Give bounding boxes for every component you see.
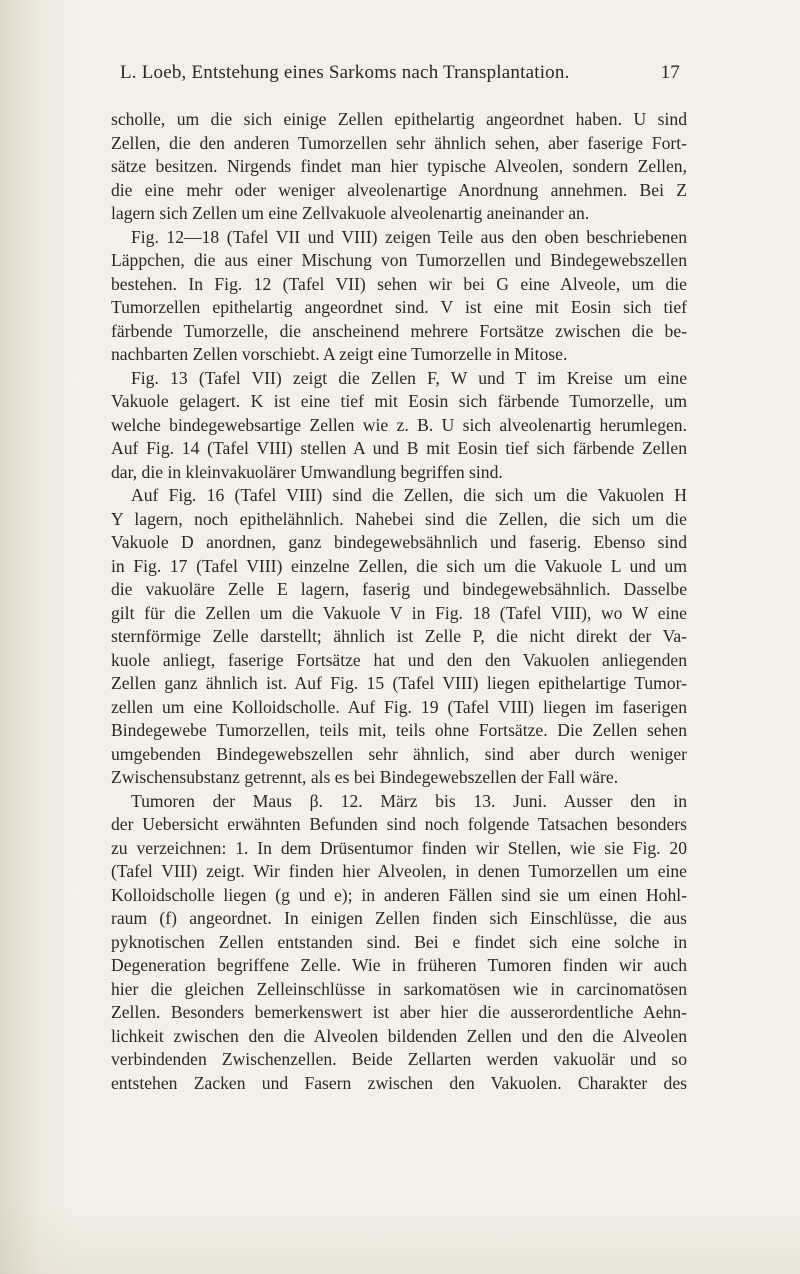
text-line: hier die gleichen Zelleinschlüsse in sarkomatösen wie in carcinomatösen (111, 978, 687, 999)
text-line: in Fig. 17 (Tafel VIII) einzelne Zellen, die sich um die Vakuole L und um (111, 555, 687, 576)
text-line: Bindegewebe Tumorzellen, teils mit, teils ohne Fortsätze. Die Zellen sehen (111, 720, 687, 740)
page-number: 17 (660, 62, 680, 83)
text-line: zellen um eine Kolloidscholle. Auf Fig. 19 (Tafel VIII) liegen im faserigen (111, 696, 687, 717)
text-line: Kolloidscholle liegen (g und e); in anderen Fällen sind sie um einen Hohl- (111, 884, 687, 905)
running-title: L. Loeb, Entstehung eines Sarkoms nach Transplantation. (120, 62, 570, 83)
text-line: dar, die in kleinvakuolärer Umwandlung begriffen sind. (111, 461, 503, 482)
text-line: Zwischensubstanz getrennt, als es bei Bindegewebszellen der Fall wäre. (111, 767, 619, 787)
text-line: Fig. 12—18 (Tafel VII und VIII) zeigen Teile aus den oben beschriebenen (131, 226, 687, 247)
text-line: die eine mehr oder weniger alveolenartige Anordnung annehmen. Bei Z (111, 179, 687, 200)
text-line: Degeneration begriffene Zelle. Wie in früheren Tumoren finden wir auch (111, 955, 687, 975)
text-line: Y lagern, noch epithelähnlich. Nahebei sind die Zellen, die sich um die (111, 508, 687, 529)
text-line: raum (f) angeordnet. In einigen Zellen finden sich Einschlüsse, die aus (111, 908, 687, 928)
text-line: Zellen, die den anderen Tumorzellen sehr ähnlich sehen, aber faserige Fort- (111, 132, 687, 153)
text-line: zu verzeichnen: 1. In dem Drüsentumor finden wir Stellen, wie sie Fig. 20 (111, 837, 687, 858)
text-line: die vakuoläre Zelle E lagern, faserig und bindegewebsähnlich. Dasselbe (111, 579, 687, 599)
text-line: gilt für die Zellen um die Vakuole V in Fig. 18 (Tafel VIII), wo W eine (111, 602, 687, 623)
running-header (120, 62, 680, 90)
text-line: Zellen ganz ähnlich ist. Auf Fig. 15 (Tafel VIII) liegen epithelartige Tumor- (111, 673, 687, 693)
text-line: kuole anliegt, faserige Fortsätze hat und den den Vakuolen anliegenden (111, 649, 687, 670)
text-line: der Uebersicht erwähnten Befunden sind noch folgende Tatsachen besonders (111, 814, 687, 834)
text-line: welche bindegewebsartige Zellen wie z. B. U sich alveolenartig herumlegen. (111, 414, 687, 435)
text-line: Tumoren der Maus β. 12. März bis 13. Juni. Ausser den in (131, 790, 687, 811)
text-line: scholle, um die sich einige Zellen epithelartig angeordnet haben. U sind (111, 109, 687, 129)
text-line: pyknotischen Zellen entstanden sind. Bei e findet sich eine solche in (111, 931, 687, 952)
text-line: färbende Tumorzelle, die anscheinend mehrere Fortsätze zwischen die be- (111, 320, 687, 341)
text-line: Fig. 13 (Tafel VII) zeigt die Zellen F, W und T im Kreise um eine (131, 367, 687, 388)
text-line: lichkeit zwischen den die Alveolen bildenden Zellen und den die Alveolen (111, 1025, 687, 1046)
text-line: verbindenden Zwischenzellen. Beide Zellarten werden vakuolär und so (111, 1049, 687, 1069)
text-line: bestehen. In Fig. 12 (Tafel VII) sehen wir bei G eine Alveole, um die (111, 273, 687, 294)
text-line: (Tafel VIII) zeigt. Wir finden hier Alveolen, in denen Tumorzellen um eine (111, 861, 687, 881)
text-line: sätze besitzen. Nirgends findet man hier typische Alveolen, sondern Zellen, (111, 156, 687, 176)
text-line: Auf Fig. 16 (Tafel VIII) sind die Zellen, die sich um die Vakuolen H (131, 485, 687, 505)
body-text (111, 108, 687, 1095)
text-line: Läppchen, die aus einer Mischung von Tumorzellen und Bindegewebszellen (111, 250, 687, 270)
text-line: Vakuole D anordnen, ganz bindegewebsähnlich und faserig. Ebenso sind (111, 532, 687, 552)
text-line: lagern sich Zellen um eine Zellvakuole alveolenartig aneinander an. (111, 203, 590, 223)
text-line: sternförmige Zelle darstellt; ähnlich ist Zelle P, die nicht direkt der Va- (111, 626, 687, 646)
text-line: nachbarten Zellen vorschiebt. A zeigt eine Tumorzelle in Mitose. (111, 344, 568, 364)
text-line: Vakuole gelagert. K ist eine tief mit Eosin sich färbende Tumorzelle, um (111, 391, 687, 411)
text-line: Zellen. Besonders bemerkenswert ist aber hier die ausserordentliche Aehn- (111, 1002, 687, 1022)
text-line: umgebenden Bindegewebszellen sehr ähnlich, sind aber durch weniger (111, 743, 687, 764)
text-line: Tumorzellen epithelartig angeordnet sind. V ist eine mit Eosin sich tief (111, 297, 687, 317)
text-line: Auf Fig. 14 (Tafel VIII) stellen A und B mit Eosin tief sich färbende Zellen (111, 438, 687, 458)
text-line: entstehen Zacken und Fasern zwischen den Vakuolen. Charakter des (111, 1072, 687, 1093)
